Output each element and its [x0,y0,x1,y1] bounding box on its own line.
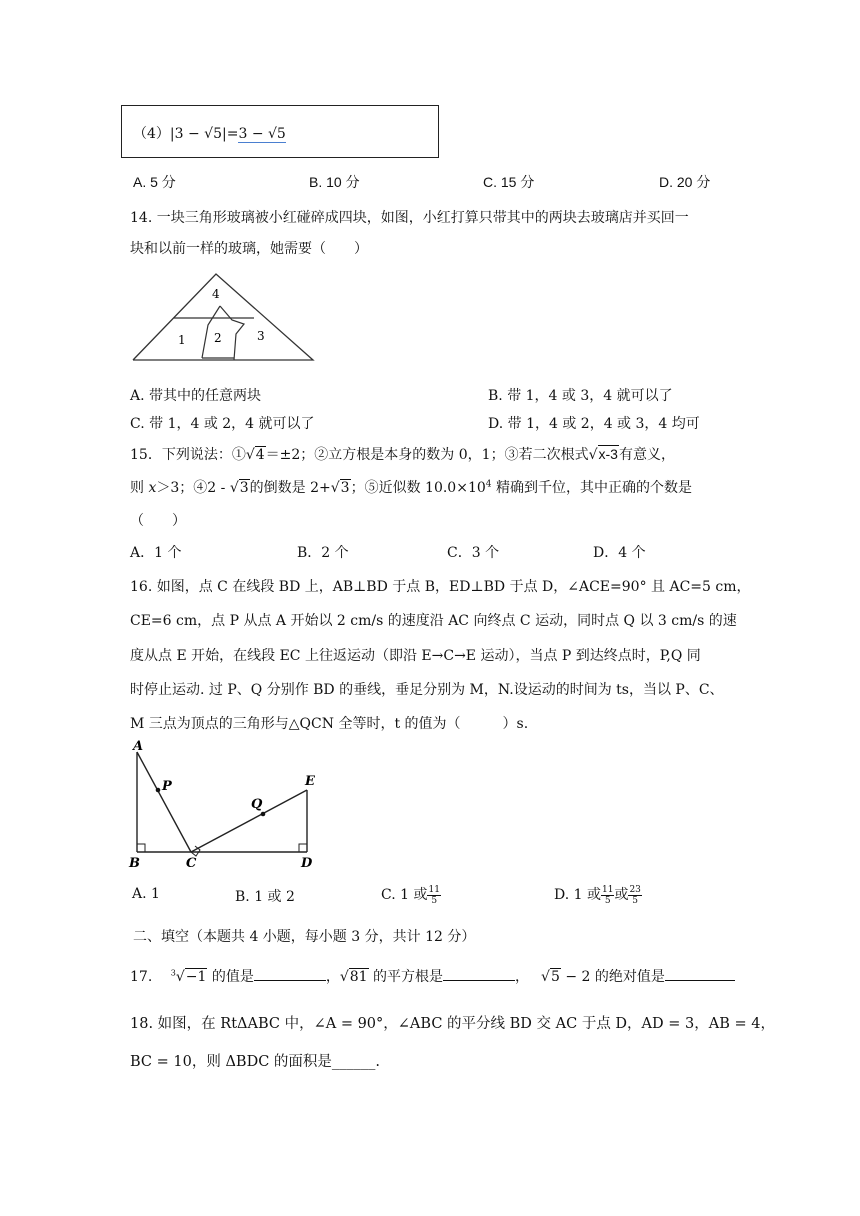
q16-line5: M 三点为顶点的三角形与△QCN 全等时，t 的值为（ ）s. [130,716,529,732]
label-p: P [162,779,172,794]
q15-option-b[interactable]: B．2 个 [297,545,349,561]
q16-option-d[interactable] [554,884,642,906]
q16-line4: 时停止运动. 过 P、Q 分别作 BD 的垂线，垂足分别为 M，N.设运动的时间为 ts，当以 P、C、 [130,682,724,698]
q16-option-a[interactable]: A. 1 [132,886,160,902]
q17-text-4: ， [515,969,530,985]
point-q [261,812,266,817]
piece-4-label: 4 [212,287,220,301]
q15-radicand-1: 4 [255,447,265,463]
q17-text-1: 的值是 [207,969,254,985]
q15-text-2: ＝±2；②立方根是本身的数为 0，1；③若二次根式 [265,447,589,463]
q15-text-3: 有意义， [618,447,675,463]
frac-num: 23 [629,884,641,895]
q17-text-2: ， [325,969,340,985]
label-a: A [133,739,144,754]
statement-eq: = [226,126,239,142]
q14-option-d[interactable]: D. 带 1，4 或 2，4 或 3，4 均可 [488,416,700,432]
q16-line2: CE=6 cm，点 P 从点 A 开始以 2 cm/s 的速度沿 AC 向终点 C 运动，同时点 Q 以 3 cm/s 的速 [130,613,737,629]
statement-number: （4） [133,126,170,142]
q13-option-c[interactable]: C. 15 分 [483,174,535,190]
q15-radicand-3: 3 [239,480,249,496]
label-e: E [305,774,315,789]
point-p [156,788,161,793]
q13-option-d[interactable]: D. 20 分 [659,174,711,190]
q15-line3: （ ） [130,513,186,529]
piece-1-label: 1 [178,333,186,347]
q15-line1: 15．下列说法：①√4＝±2；②立方根是本身的数为 0，1；③若二次根式√x-3有意义， [130,446,675,463]
q15-line2: 则 x＞3；④2 - √3的倒数是 2+√3；⑤近似数 $10.0\times 10^4$ 精确到千位，其中正确的个数是 [130,479,692,496]
q15-text-5: ＞3；④2 - [156,480,230,496]
q16-line3: 度从点 E 开始，在线段 EC 上往返运动（即沿 E→C→E 运动），当点 P 到达终点时，P,Q 同 [130,648,701,664]
fraction-11-5 [601,885,614,906]
label-c: C [186,856,197,868]
fraction-11-5 [427,885,440,906]
q16-option-c[interactable] [381,884,441,906]
frac-num: 11 [428,884,440,895]
q15-exponent: 4 [485,479,492,490]
frac-den: 5 [604,895,611,906]
q14-option-c[interactable]: C. 带 1，4 或 2，4 就可以了 [130,416,315,432]
q15-var-x: x [148,480,157,496]
q15-text-1: 15．下列说法：① [130,447,246,463]
q15-option-a[interactable]: A．1 个 [130,545,182,561]
q17-radicand-1: −1 [185,969,207,985]
answer-blank-1[interactable] [254,979,326,981]
q14-line1: 14. 一块三角形玻璃被小红碰碎成四块，如图，小红打算只带其中的两块去玻璃店并买回一 [130,210,689,226]
q14-option-b[interactable]: B. 带 1，4 或 3，4 就可以了 [488,388,673,404]
q15-text-6: 的倒数是 2+ [249,480,331,496]
q15-option-c[interactable]: C．3 个 [447,545,500,561]
frac-den: 5 [632,895,639,906]
frac-num: 11 [601,884,614,895]
q15-radicand-2: x-3 [598,446,618,462]
answer-blank-2[interactable] [443,979,515,981]
piece-2-label: 2 [214,331,222,345]
statement-left: |3 − √5| [169,126,227,142]
q15-option-d[interactable]: D．4 个 [593,545,646,561]
q15-radicand-4: 3 [340,480,350,496]
q17-line: 17. $^3$√−1 的值是 ，√81 的平方根是 ， √5 − 2 的绝对值是 [130,966,735,986]
answer-blank-3[interactable] [665,979,735,981]
statement-right: 3 − √5 [238,126,286,142]
q15-text-8: 精确到千位，其中正确的个数是 [491,480,692,496]
geometry-figure [127,738,327,868]
broken-glass-figure [128,270,318,365]
fraction-23-5 [628,885,641,906]
piece-3-label: 3 [257,329,265,343]
label-q: Q [251,797,263,812]
q15-text-4: 则 [130,480,149,496]
q14-line2: 块和以前一样的玻璃，她需要（ ） [130,241,368,257]
q13-option-b[interactable]: B. 10 分 [309,174,360,190]
q18-line2: BC = 10，则 ΔBDC 的面积是______. [130,1054,381,1070]
q17-text-5: − 2 的绝对值是 [560,969,665,985]
q17-radicand-2: 81 [349,969,368,985]
q13-option-a[interactable]: A. 5 分 [133,174,176,190]
cube-root-index: 3 [170,968,176,978]
q17-number: 17. [130,969,153,985]
q15-text-7: ；⑤近似数 10.0×10 [350,480,486,496]
q17-text-3: 的平方根是 [368,969,444,985]
q16-line1: 16. 如图，点 C 在线段 BD 上，AB⊥BD 于点 B，ED⊥BD 于点 D，∠ACE=90° 且 AC=5 cm， [130,579,751,595]
label-d: D [301,856,313,868]
label-b: B [129,856,140,868]
q18-line1: 18. 如图，在 RtΔABC 中，∠A = 90°，∠ABC 的平分线 BD 交 AC 于点 D，AD = 3，AB = 4， [130,1016,775,1032]
q16-option-c-text: C. 1 或 [381,887,428,903]
q16-option-d-text: D. 1 或 [554,887,601,903]
section-heading: 二、填空（本题共 4 小题，每小题 3 分，共计 12 分） [133,929,476,945]
frac-den: 5 [431,895,438,906]
q14-option-a[interactable]: A. 带其中的任意两块 [130,388,262,404]
q16-option-d-or: 或 [614,887,629,903]
statement-4 [133,123,286,143]
q17-radicand-3: 5 [550,969,560,985]
q16-option-b[interactable]: B. 1 或 2 [235,889,295,905]
